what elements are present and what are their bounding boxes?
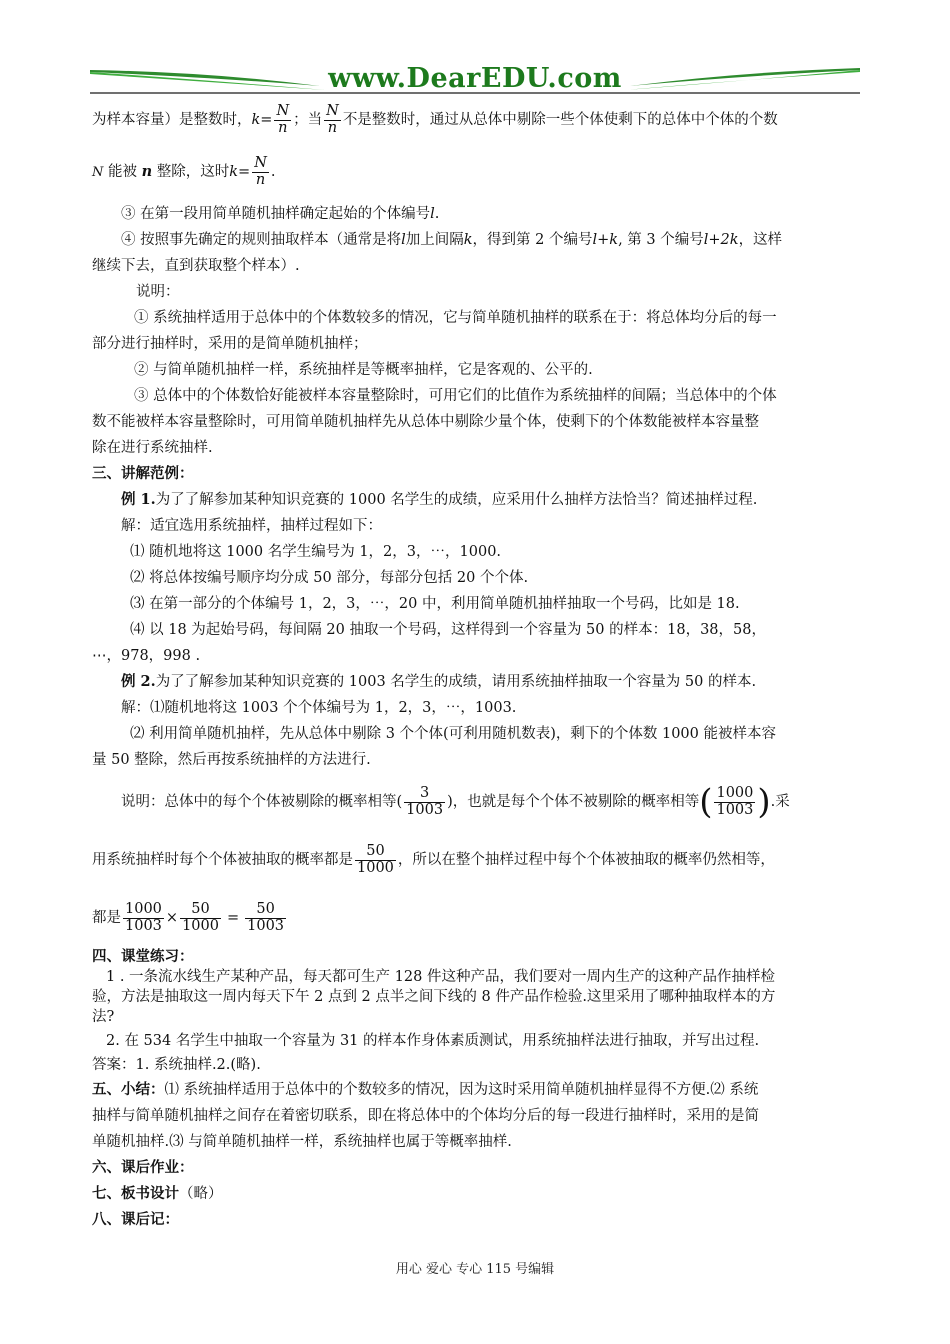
denominator: 1000	[182, 917, 219, 934]
fraction-N-over-n	[252, 156, 269, 189]
text-line: ⑴ 随机地将这 1000 名学生编号为 1，2，3，⋯，1000.	[130, 544, 502, 560]
text-line: 法?	[92, 1009, 115, 1025]
text-line: 除在进行系统抽样.	[92, 440, 213, 456]
text-line: 抽样与简单随机抽样之间存在着密切联系，即在将总体中的个体均分后的每一段进行抽样时，采用的是简	[92, 1108, 759, 1124]
text: .采	[770, 794, 790, 810]
fraction-50-over-1000	[180, 902, 221, 935]
section-heading: 七、板书设计	[92, 1186, 179, 1202]
text-line: ① 系统抽样适用于总体中的个体数较多的情况，它与简单随机抽样的联系在于：将总体均分后的每一	[134, 310, 777, 326]
text: 加上间隔	[405, 232, 464, 248]
left-bracket: (	[699, 782, 713, 822]
text-line: ② 与简单随机抽样一样，系统抽样是等概率抽样，它是客观的、公平的.	[134, 362, 593, 378]
fraction-1000-over-1003	[714, 786, 755, 819]
text: .	[270, 164, 276, 180]
text: （略）	[179, 1186, 223, 1202]
fraction-N-over-n	[324, 104, 341, 137]
fraction-50-over-1003	[245, 902, 286, 935]
times-sign: ×	[165, 910, 179, 926]
text-line	[92, 773, 862, 831]
text-line: ⑷ 以 18 为起始号码，每间隔 20 抽取一个号码，这样得到一个容量为 50 的样本：18，38，58，	[130, 622, 766, 638]
text: .	[434, 206, 440, 222]
text-line: 说明：	[136, 284, 180, 300]
section-heading: 五、小结：	[92, 1082, 165, 1098]
text: 不是整数时，通过从总体中剔除一些个体使剩下的总体中个体的个数	[342, 112, 778, 128]
text: 为了了解参加某种知识竞赛的 1003 名学生的成绩，请用系统抽样抽取一个容量为 50 的样本.	[155, 674, 757, 690]
text-line: 答案：1. 系统抽样.2.(略).	[92, 1057, 261, 1073]
denominator: 1003	[247, 917, 285, 934]
text-line: ⑶ 在第一部分的个体编号 1，2，3，⋯，20 中，利用简单随机抽样抽取一个号码，比如是 18.	[130, 596, 740, 612]
text: 用系统抽样时每个个体被抽取的概率都是	[92, 852, 353, 868]
denominator: 1003	[125, 917, 162, 934]
expr: l+k	[592, 232, 619, 248]
text-line	[92, 201, 862, 227]
text: ，这样	[738, 232, 783, 248]
text-line	[92, 98, 862, 142]
text-line	[92, 150, 862, 195]
denominator: n	[324, 120, 341, 137]
var-l: l	[430, 206, 435, 222]
numerator: 1000	[716, 784, 754, 801]
text-line: 量 50 整除，然后再按系统抽样的方法进行.	[92, 752, 371, 768]
text: 为样本容量）是整数时，	[92, 112, 252, 128]
text-line	[92, 227, 862, 253]
site-header	[90, 60, 860, 100]
var-k: k	[463, 232, 473, 248]
expr: l+2k	[703, 232, 739, 248]
section-heading: 六、课后作业：	[92, 1160, 194, 1176]
text: 能被	[107, 164, 137, 180]
fraction-50-over-1000	[355, 844, 396, 877]
text-line: 2. 在 534 名学生中抽取一个容量为 31 的样本作身体素质测试，用系统抽样法进行抽取，并写出过程.	[106, 1033, 760, 1049]
text: ③ 在第一段用简单随机抽样确定起始的个体编号	[121, 206, 431, 222]
text-line	[92, 1181, 862, 1207]
numerator: N	[326, 102, 339, 119]
site-url: www.DearEDU.com	[328, 63, 622, 94]
denominator: n	[252, 172, 269, 189]
denominator: 1003	[716, 801, 754, 818]
text-line: 验，方法是抽取这一周内每天下午 2 点到 2 点半之间下线的 8 件产品作检验.这里采用了哪种抽取样本的方	[92, 989, 776, 1005]
numerator: N	[276, 102, 290, 119]
denominator: 1000	[357, 859, 394, 876]
var-N: N	[92, 165, 104, 180]
section-heading: 八、课后记：	[92, 1212, 179, 1228]
text-line	[92, 1077, 862, 1103]
text: 整除，这时	[156, 164, 230, 180]
text: ，所以在整个抽样过程中每个个体被抽取的概率仍然相等，	[397, 852, 775, 868]
var-l: l	[401, 232, 406, 248]
exercise-block	[92, 947, 862, 1075]
numerator: 50	[191, 900, 210, 917]
fraction-3-over-1003	[404, 786, 445, 819]
text-line: 部分进行抽样时，采用的是简单随机抽样；	[92, 336, 368, 352]
text-line: ③ 总体中的个体数恰好能被样本容量整除时，可用它们的比值作为系统抽样的间隔；当总体中的个体	[134, 388, 777, 404]
main-text	[92, 100, 862, 1233]
section-heading: 三、讲解范例：	[92, 466, 194, 482]
text-line: 单随机抽样.⑶ 与简单随机抽样一样，系统抽样也属于等概率抽样.	[92, 1134, 512, 1150]
text: ④ 按照事先确定的规则抽取样本（通常是将	[121, 232, 402, 248]
text-line: ⑵ 利用简单随机抽样，先从总体中剔除 3 个个体(可利用随机数表)，剩下的个体数 1000 能被样本容	[130, 726, 776, 742]
text: ，得到第 2 个编号	[472, 232, 593, 248]
text-line	[92, 487, 862, 513]
text-line: 数不能被样本容量整除时，可用简单随机抽样先从总体中剔除少量个体，使剩下的个体数能被样本容量整	[92, 414, 759, 430]
text-line	[92, 831, 862, 889]
text-line: ⋯，978，998 .	[92, 648, 201, 664]
denominator: n	[274, 120, 291, 137]
example-label: 例 1.	[121, 491, 156, 508]
text: )，也就是每个个体不被剔除的概率相等	[447, 794, 700, 810]
text-line: ⑵ 将总体按编号顺序均分成 50 部分，每部分包括 20 个个体.	[130, 570, 529, 586]
denominator: 1003	[406, 801, 444, 818]
text-line: 解：⑴随机地将这 1003 个个体编号为 1，2，3，⋯，1003.	[121, 700, 517, 716]
numerator: 50	[366, 842, 385, 859]
text: 说明：总体中的每个个体被剔除的概率相等(	[121, 794, 403, 810]
text: 为了了解参加某种知识竞赛的 1000 名学生的成绩，应采用什么抽样方法恰当？简述抽样过程.	[155, 492, 758, 508]
fraction-1000-over-1003	[123, 902, 164, 935]
section-heading: 四、课堂练习：	[92, 949, 194, 965]
text: ；当	[293, 112, 323, 128]
var-k: k=	[251, 112, 273, 128]
text-line: 继续下去，直到获取整个样本）.	[92, 258, 300, 274]
numerator: N	[254, 154, 267, 171]
text: 都是	[92, 910, 121, 926]
right-bracket: )	[757, 782, 771, 822]
fraction-N-over-n	[274, 104, 291, 137]
text: ⑴ 系统抽样适用于总体中的个数较多的情况，因为这时采用简单随机抽样显得不方便.⑵ 系统	[164, 1082, 759, 1098]
text-line	[92, 889, 862, 947]
var-n: n	[141, 163, 153, 180]
example-label: 例 2.	[121, 673, 156, 690]
numerator: 50	[256, 900, 275, 917]
numerator: 1000	[125, 900, 162, 917]
text-line: 解：适宜选用系统抽样，抽样过程如下：	[121, 518, 382, 534]
equals-sign: =	[226, 910, 240, 926]
numerator: 3	[419, 784, 430, 801]
var-k: k=	[229, 164, 251, 180]
text-line	[92, 669, 862, 695]
page-footer: 用心 爱心 专心 115 号编辑	[395, 1262, 555, 1277]
text-line: 1 . 一条流水线生产某种产品，每天都可生产 128 件这种产品，我们要对一周内生产的这种产品作抽样检	[106, 969, 775, 985]
text: , 第 3 个编号	[618, 232, 704, 248]
